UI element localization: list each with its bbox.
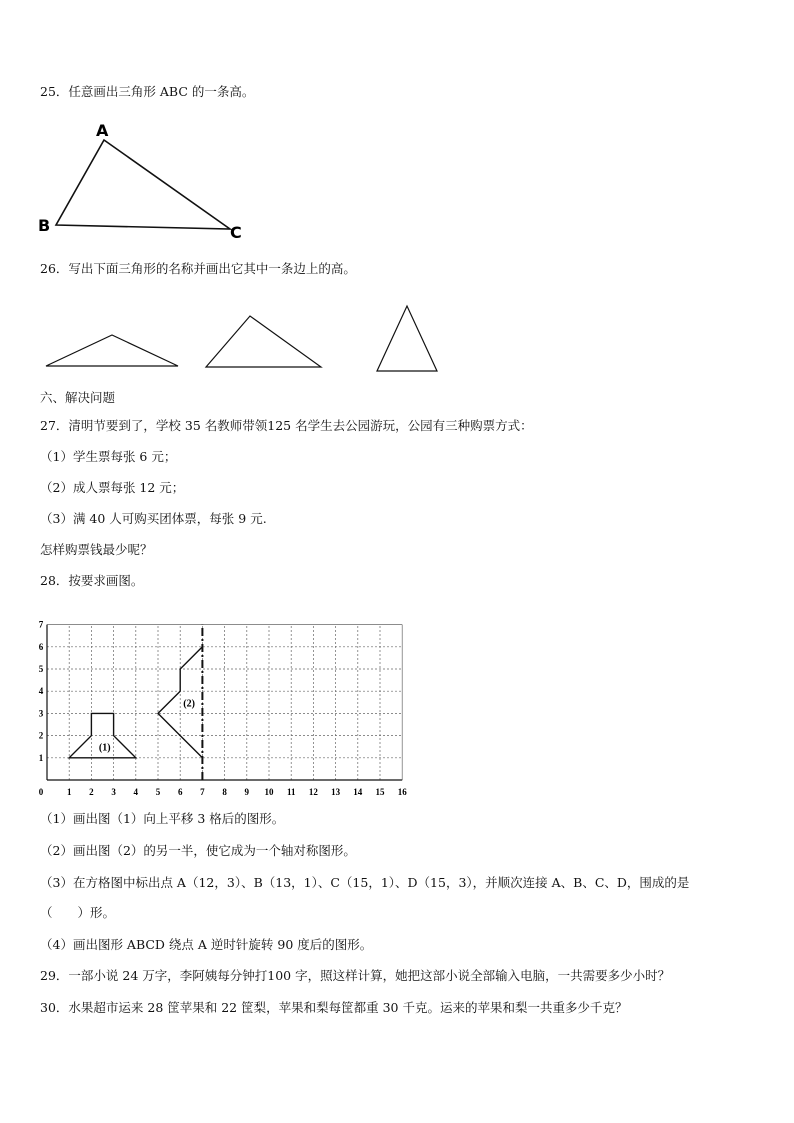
right-triangle — [206, 316, 321, 367]
y-tick-label: 2 — [38, 730, 44, 741]
question-28-sub-3: （3）在方格图中标出点 A（12，3）、B（13，1）、C（15，1）、D（15，3），并顺次连接 A、B、C、D，围成的是 — [40, 875, 690, 890]
question-25-text: 25．任意画出三角形 ABC 的一条高。 — [40, 84, 255, 99]
grid-lines — [47, 625, 402, 780]
x-tick-label: 5 — [155, 787, 161, 796]
question-27-option-1: （1）学生票每张 6 元； — [40, 449, 177, 464]
x-tick-label: 9 — [244, 787, 250, 796]
vertex-a-label: A — [96, 121, 109, 140]
y-tick-label: 3 — [38, 708, 44, 719]
question-28-sub-1: （1）画出图（1）向上平移 3 格后的图形。 — [40, 811, 285, 826]
x-tick-label: 6 — [177, 787, 183, 796]
obtuse-triangle — [46, 335, 178, 366]
x-tick-label: 15 — [375, 787, 385, 796]
x-tick-label: 8 — [222, 787, 227, 796]
vertex-b-label: B — [38, 216, 51, 235]
x-tick-label: 1 — [66, 787, 72, 796]
x-tick-label: 12 — [308, 787, 318, 796]
section-6-heading: 六、解决问题 — [40, 390, 116, 405]
x-tick-label: 3 — [111, 787, 116, 796]
question-27-option-2: （2）成人票每张 12 元； — [40, 480, 185, 495]
triangle-abc — [56, 140, 230, 229]
question-27-option-3: （3）满 40 人可购买团体票，每张 9 元. — [40, 511, 267, 526]
question-27-text: 27．清明节要到了，学校 35 名教师带领125 名学生去公园游玩，公园有三种购票方式： — [40, 418, 533, 433]
figure-2-label: (2) — [183, 698, 195, 710]
question-28-sub-3-blank: （ ）形。 — [40, 905, 116, 920]
x-tick-label: 11 — [286, 787, 296, 796]
question-29-text: 29．一部小说 24 万字，李阿姨每分钟打100 字，照这样计算，她把这部小说全部输入电脑，一共需要多少小时？ — [40, 968, 671, 983]
question-28-sub-2: （2）画出图（2）的另一半，使它成为一个轴对称图形。 — [40, 843, 356, 858]
figure-1-label: (1) — [98, 742, 111, 754]
question-28-text: 28．按要求画图。 — [40, 573, 144, 588]
x-tick-label: 7 — [200, 787, 205, 796]
x-tick-label: 14 — [353, 787, 363, 796]
x-tick-label: 10 — [264, 787, 274, 796]
y-tick-label: 6 — [38, 641, 44, 652]
y-tick-label: 4 — [38, 686, 44, 697]
question-30-text: 30．水果超市运来 28 筐苹果和 22 筐梨，苹果和梨每筐都重 30 千克。运来的苹果和梨一共重多少千克？ — [40, 1000, 628, 1015]
question-28-sub-4: （4）画出图形 ABCD 绕点 A 逆时针旋转 90 度后的图形。 — [40, 937, 373, 952]
y-tick-label: 1 — [38, 752, 44, 763]
x-tick-label: 2 — [89, 787, 94, 796]
y-tick-label: 7 — [38, 619, 44, 630]
x-tick-label: 16 — [397, 787, 407, 796]
x-tick-label: 4 — [133, 787, 139, 796]
x-tick-label: 13 — [331, 787, 341, 796]
vertex-c-label: C — [230, 223, 242, 242]
x-tick-label: 0 — [38, 787, 44, 796]
three-triangles-figure — [40, 300, 450, 376]
acute-triangle — [377, 306, 437, 371]
grid-tick-labels — [39, 620, 407, 796]
question-26-text: 26．写出下面三角形的名称并画出它其中一条边上的高。 — [40, 261, 356, 276]
triangle-abc-figure — [30, 118, 260, 244]
question-27-ask: 怎样购票钱最少呢？ — [40, 542, 153, 557]
y-tick-label: 5 — [38, 664, 44, 674]
coordinate-grid-figure — [30, 606, 430, 796]
